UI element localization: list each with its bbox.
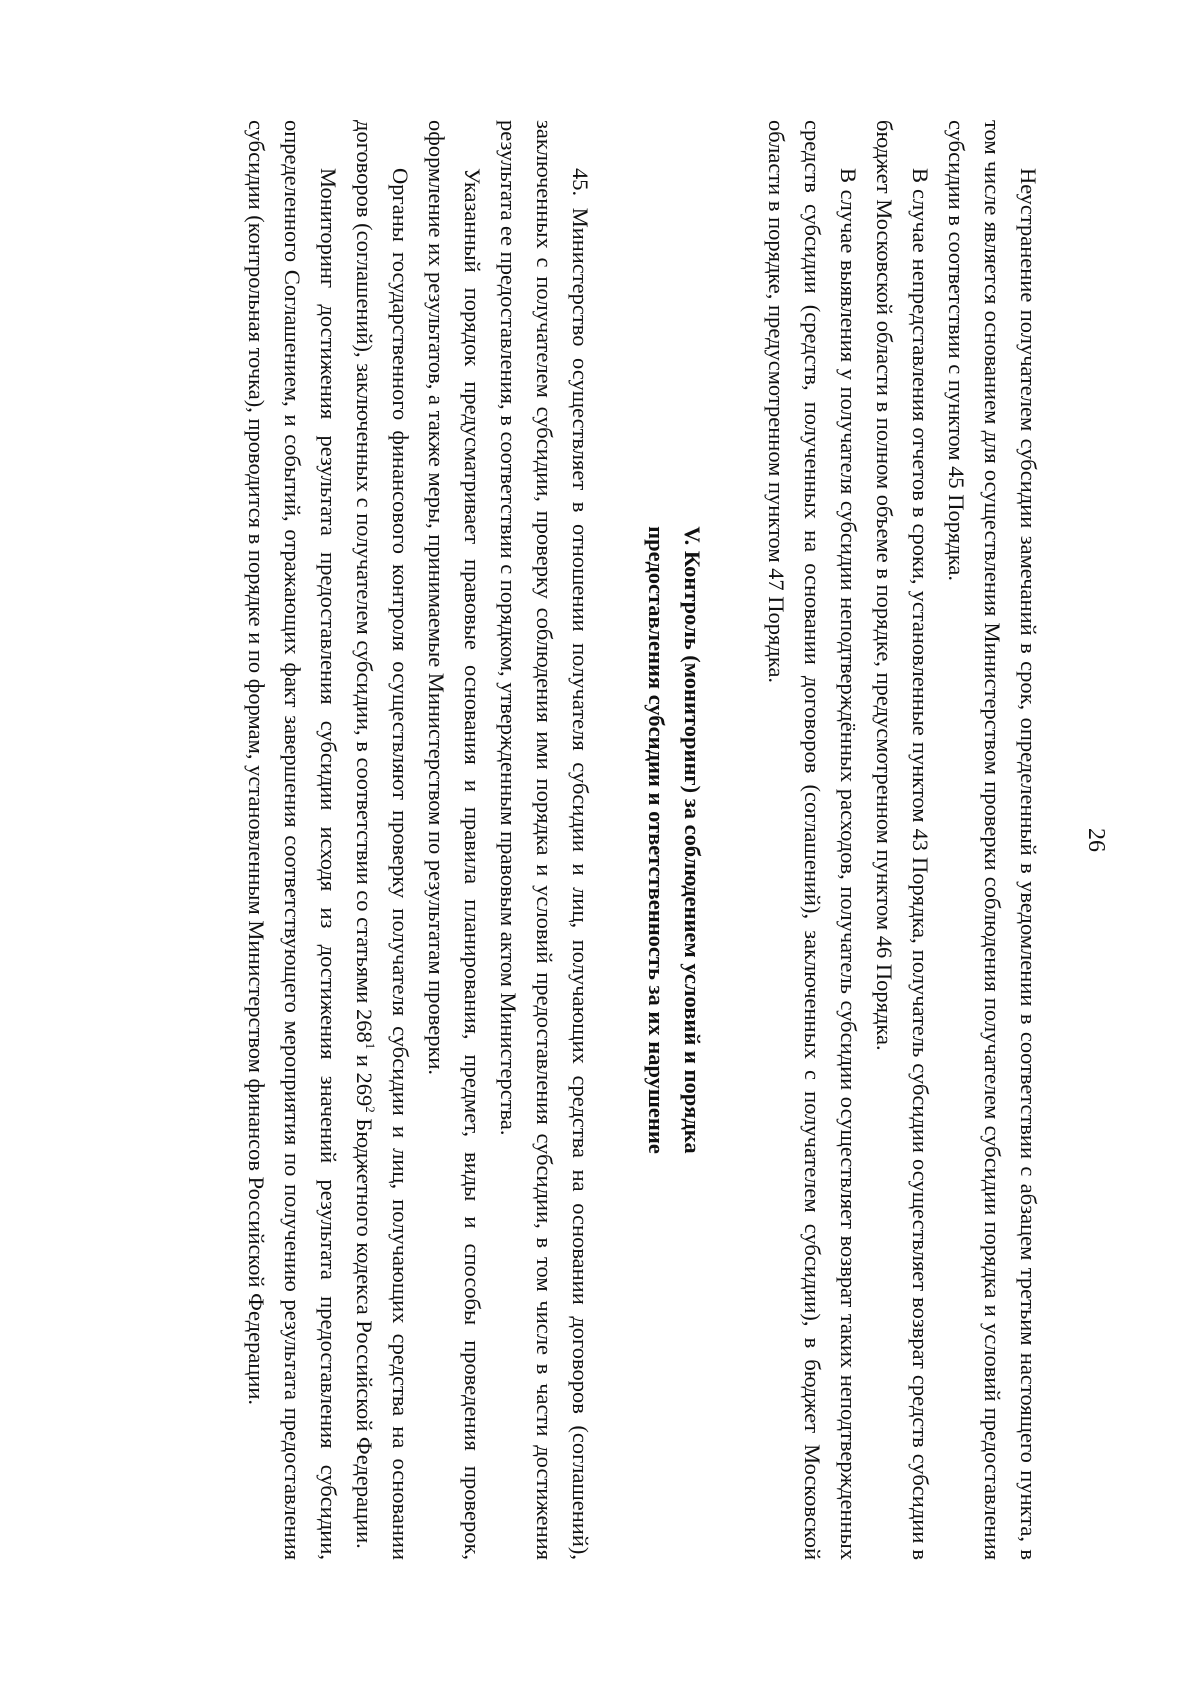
paragraph-remarks-not-eliminated: Неустранение получателем субсидии замечаний в срок, определенный в уведомлении в соответствии с абзацем третьим настоящего пункта, в том числе является основанием для осуществления Министерством проверки соблюдения получателем субсидии порядка и условий предоставления субсидии в соответствии с пунктом 45 Порядка. [944,120,1041,1560]
paragraph-item-45: 45. Министерство осуществляет в отношении получателя субсидии и лиц, получающих средства на основании договоров (соглашений), заключенных с получателем субсидии, проверку соблюдения ими порядка и условий предоставления субсидии, в том числе в части достижения результата ее предоставления, в соответствии с порядком, утвержденным правовым актом Министерства. [496,120,593,1560]
paragraph-reports-not-submitted: В случае непредставления отчетов в сроки, установленные пунктом 43 Порядка, получатель субсидии осуществляет возврат средств субсидии в бюджет Московской области в полном объеме в порядке, предусмотренном пунктом 46 Порядка. [872,120,933,1560]
page-body [238,60,1046,1620]
section-heading [638,120,710,1560]
rotated-document-page [110,60,1110,1620]
state-control-text-part2: и 269 [352,1049,377,1107]
section-heading-line2: предоставления субсидии и ответственность за их нарушение [644,526,669,1154]
section-heading-line1: V. Контроль (мониторинг) за соблюдением условий и порядка [680,526,705,1154]
superscript-1: 1 [363,1042,379,1050]
paragraph-result-monitoring: Мониторинг достижения результата предоставления субсидии исходя из достижения значений результата предоставления субсидии, определенного Соглашением, и событий, отражающих факт завершения соответствующего мероприятия по получению результата предоставления субсидии (контрольная точка), проводится в порядке и по формам, установленным Министерством финансов Российской Федерации. [244,120,341,1560]
superscript-2: 2 [363,1106,379,1113]
paragraph-unconfirmed-expenses: В случае выявления у получателя субсидии неподтверждённых расходов, получатель субсидии осуществляет возврат таких неподтвержденных средств субсидии (средств, полученных на основании договоров (соглашений), заключенных с получателем субсидии), в бюджет Московской области в порядке, предусмотренном пунктом 47 Порядка. [764,120,861,1560]
paragraph-state-financial-control [346,120,418,1560]
paragraph-inspection-procedure: Указанный порядок предусматривает правовые основания и правила планирования, предмет, виды и способы проведения проверок, оформление их результатов, а также меры, принимаемые Министерством по результатам проверки. [424,120,485,1560]
page-number: 26 [1083,828,1109,852]
state-control-text-part3: Бюджетного кодекса Российской Федерации. [352,1112,377,1549]
state-control-text-part1: Органы государственного финансового контроля осуществляют проверку получателя субсидии и лиц, получающих средства на основании договоров (соглашений), заключенных с получателем субсидии, в соответствии со статьями 268 [352,120,413,1560]
